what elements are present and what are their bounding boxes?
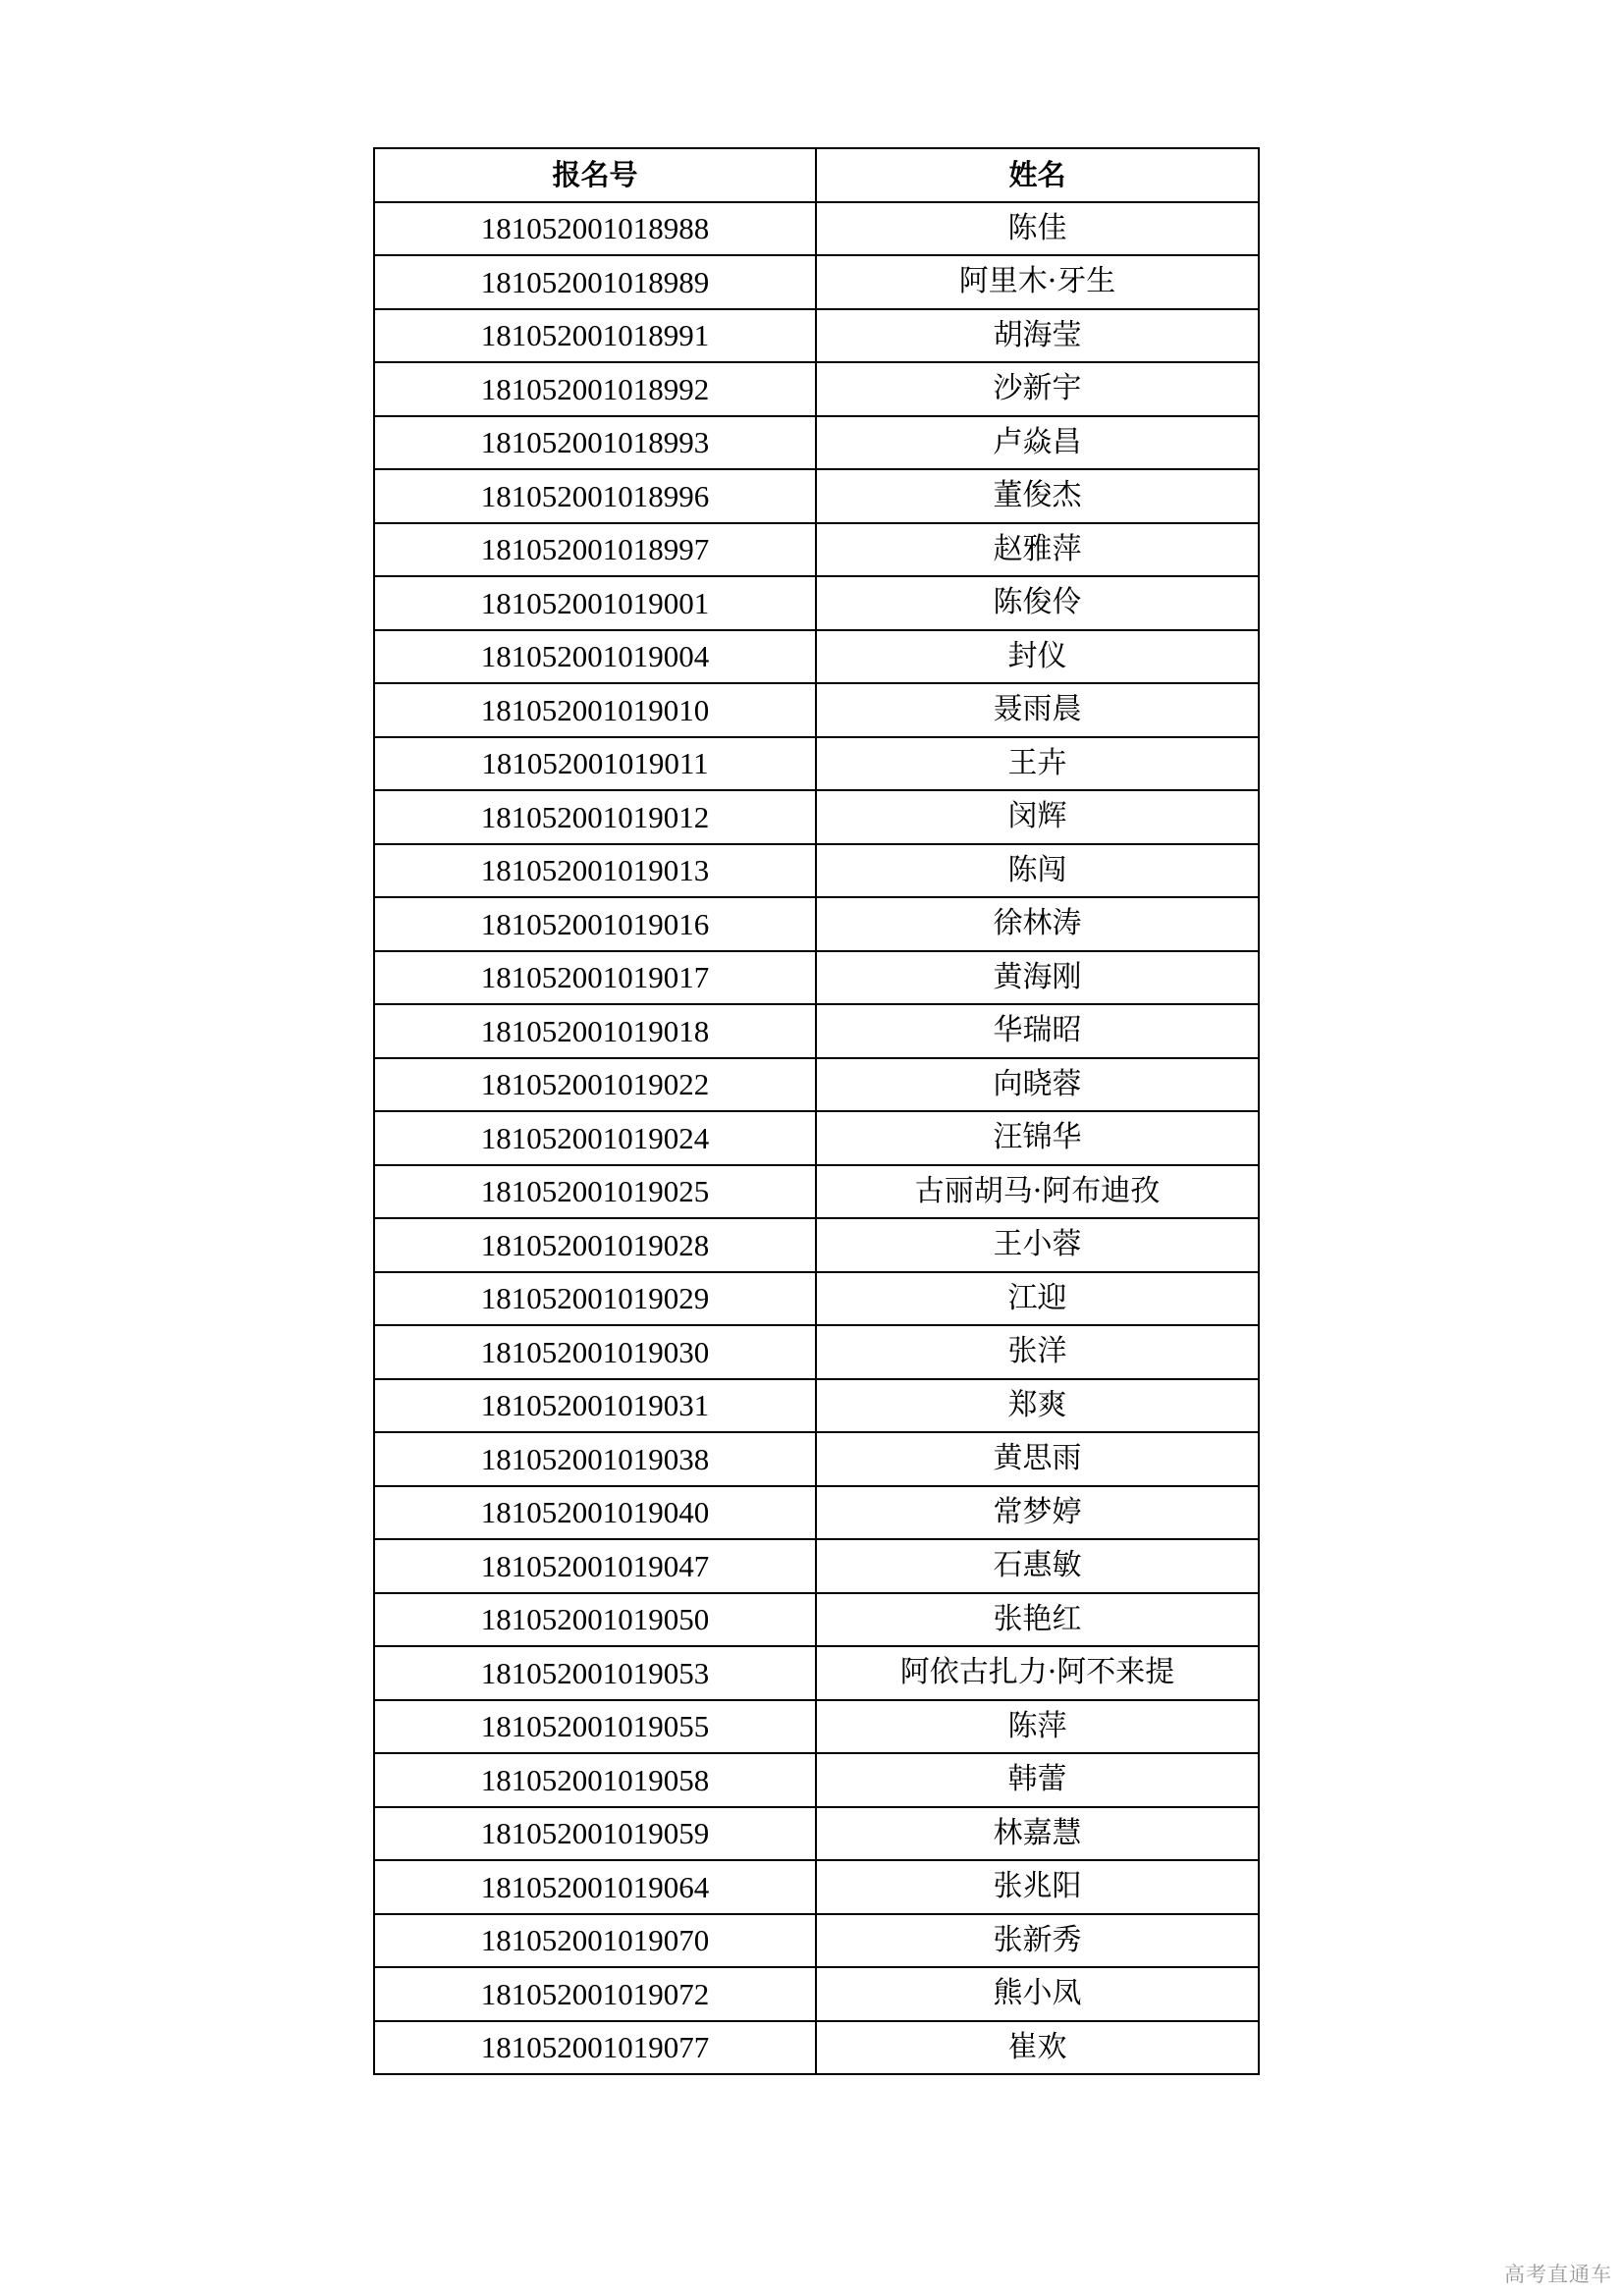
name-cell: 黄海刚 bbox=[816, 951, 1259, 1005]
name-cell: 韩蕾 bbox=[816, 1753, 1259, 1807]
registration-number-cell: 181052001019031 bbox=[374, 1379, 816, 1433]
registration-number-cell: 181052001019072 bbox=[374, 1967, 816, 2021]
registration-number-cell: 181052001019024 bbox=[374, 1111, 816, 1165]
table-row bbox=[374, 1967, 1259, 2021]
registration-number-cell: 181052001018989 bbox=[374, 255, 816, 309]
watermark: 高考直通车 bbox=[1504, 2263, 1612, 2286]
registration-number-cell: 181052001019038 bbox=[374, 1432, 816, 1486]
table-row bbox=[374, 790, 1259, 844]
registration-number-cell: 181052001018997 bbox=[374, 523, 816, 577]
name-cell: 向晓蓉 bbox=[816, 1058, 1259, 1112]
name-cell: 石惠敏 bbox=[816, 1539, 1259, 1593]
name-cell: 陈萍 bbox=[816, 1700, 1259, 1754]
registration-number-cell: 181052001019016 bbox=[374, 897, 816, 951]
table-row bbox=[374, 1486, 1259, 1540]
name-cell: 华瑞昭 bbox=[816, 1004, 1259, 1058]
registration-number-cell: 181052001019053 bbox=[374, 1646, 816, 1700]
table-row bbox=[374, 309, 1259, 363]
registration-number-cell: 181052001019030 bbox=[374, 1325, 816, 1379]
registration-number-cell: 181052001019018 bbox=[374, 1004, 816, 1058]
name-cell: 王小蓉 bbox=[816, 1218, 1259, 1272]
name-cell: 陈俊伶 bbox=[816, 576, 1259, 630]
registration-number-cell: 181052001019058 bbox=[374, 1753, 816, 1807]
table-row bbox=[374, 1004, 1259, 1058]
registration-number-cell: 181052001019064 bbox=[374, 1860, 816, 1914]
table-row bbox=[374, 1165, 1259, 1219]
name-cell: 古丽胡马·阿布迪孜 bbox=[816, 1165, 1259, 1219]
table-row bbox=[374, 1860, 1259, 1914]
name-cell: 胡海莹 bbox=[816, 309, 1259, 363]
header-row bbox=[374, 148, 1259, 202]
table-row bbox=[374, 951, 1259, 1005]
name-cell: 常梦婷 bbox=[816, 1486, 1259, 1540]
registration-number-cell: 181052001018991 bbox=[374, 309, 816, 363]
table-row bbox=[374, 1646, 1259, 1700]
registration-number-cell: 181052001019017 bbox=[374, 951, 816, 1005]
name-cell: 聂雨晨 bbox=[816, 683, 1259, 737]
table-row bbox=[374, 1539, 1259, 1593]
table-row bbox=[374, 1325, 1259, 1379]
table-row bbox=[374, 1272, 1259, 1326]
table-header bbox=[374, 148, 1259, 202]
name-cell: 沙新宇 bbox=[816, 362, 1259, 416]
table-row bbox=[374, 630, 1259, 684]
table-row bbox=[374, 1593, 1259, 1647]
table-row bbox=[374, 844, 1259, 898]
table-row bbox=[374, 362, 1259, 416]
name-cell: 林嘉慧 bbox=[816, 1807, 1259, 1861]
name-cell: 闵辉 bbox=[816, 790, 1259, 844]
table-row bbox=[374, 523, 1259, 577]
registration-number-cell: 181052001019077 bbox=[374, 2021, 816, 2075]
name-cell: 郑爽 bbox=[816, 1379, 1259, 1433]
table-row bbox=[374, 416, 1259, 470]
registration-number-cell: 181052001019011 bbox=[374, 737, 816, 791]
table-row bbox=[374, 1379, 1259, 1433]
table-row bbox=[374, 1700, 1259, 1754]
name-cell: 董俊杰 bbox=[816, 469, 1259, 523]
registration-number-cell: 181052001018992 bbox=[374, 362, 816, 416]
name-cell: 阿里木·牙生 bbox=[816, 255, 1259, 309]
name-cell: 徐林涛 bbox=[816, 897, 1259, 951]
name-cell: 汪锦华 bbox=[816, 1111, 1259, 1165]
registration-number-cell: 181052001018993 bbox=[374, 416, 816, 470]
registration-number-cell: 181052001019028 bbox=[374, 1218, 816, 1272]
table-body bbox=[374, 202, 1259, 2075]
name-cell: 张洋 bbox=[816, 1325, 1259, 1379]
table-row bbox=[374, 1058, 1259, 1112]
table-row bbox=[374, 1432, 1259, 1486]
table-row bbox=[374, 1111, 1259, 1165]
table-row bbox=[374, 1914, 1259, 1968]
registration-number-cell: 181052001018988 bbox=[374, 202, 816, 256]
table-row bbox=[374, 576, 1259, 630]
header-registration-number: 报名号 bbox=[374, 148, 816, 202]
registration-number-cell: 181052001019013 bbox=[374, 844, 816, 898]
table-row bbox=[374, 737, 1259, 791]
name-cell: 崔欢 bbox=[816, 2021, 1259, 2075]
registration-number-cell: 181052001019070 bbox=[374, 1914, 816, 1968]
name-cell: 封仪 bbox=[816, 630, 1259, 684]
name-cell: 张兆阳 bbox=[816, 1860, 1259, 1914]
table-row bbox=[374, 897, 1259, 951]
registration-number-cell: 181052001019055 bbox=[374, 1700, 816, 1754]
registration-number-cell: 181052001019040 bbox=[374, 1486, 816, 1540]
table-row bbox=[374, 202, 1259, 256]
name-cell: 黄思雨 bbox=[816, 1432, 1259, 1486]
name-cell: 王卉 bbox=[816, 737, 1259, 791]
registration-number-cell: 181052001018996 bbox=[374, 469, 816, 523]
registration-number-cell: 181052001019022 bbox=[374, 1058, 816, 1112]
admission-list-table bbox=[373, 147, 1260, 2075]
table-row bbox=[374, 1218, 1259, 1272]
name-cell: 陈闯 bbox=[816, 844, 1259, 898]
name-cell: 江迎 bbox=[816, 1272, 1259, 1326]
registration-number-cell: 181052001019059 bbox=[374, 1807, 816, 1861]
name-cell: 张艳红 bbox=[816, 1593, 1259, 1647]
registration-number-cell: 181052001019001 bbox=[374, 576, 816, 630]
registration-number-cell: 181052001019012 bbox=[374, 790, 816, 844]
registration-number-cell: 181052001019047 bbox=[374, 1539, 816, 1593]
header-name: 姓名 bbox=[816, 148, 1259, 202]
table-row bbox=[374, 469, 1259, 523]
registration-number-cell: 181052001019050 bbox=[374, 1593, 816, 1647]
name-cell: 卢焱昌 bbox=[816, 416, 1259, 470]
table-row bbox=[374, 683, 1259, 737]
table-row bbox=[374, 1807, 1259, 1861]
table-row bbox=[374, 2021, 1259, 2075]
name-cell: 张新秀 bbox=[816, 1914, 1259, 1968]
table-row bbox=[374, 1753, 1259, 1807]
name-cell: 赵雅萍 bbox=[816, 523, 1259, 577]
name-cell: 陈佳 bbox=[816, 202, 1259, 256]
registration-number-cell: 181052001019029 bbox=[374, 1272, 816, 1326]
registration-number-cell: 181052001019025 bbox=[374, 1165, 816, 1219]
name-cell: 熊小凤 bbox=[816, 1967, 1259, 2021]
registration-number-cell: 181052001019010 bbox=[374, 683, 816, 737]
table-row bbox=[374, 255, 1259, 309]
name-cell: 阿依古扎力·阿不来提 bbox=[816, 1646, 1259, 1700]
registration-number-cell: 181052001019004 bbox=[374, 630, 816, 684]
